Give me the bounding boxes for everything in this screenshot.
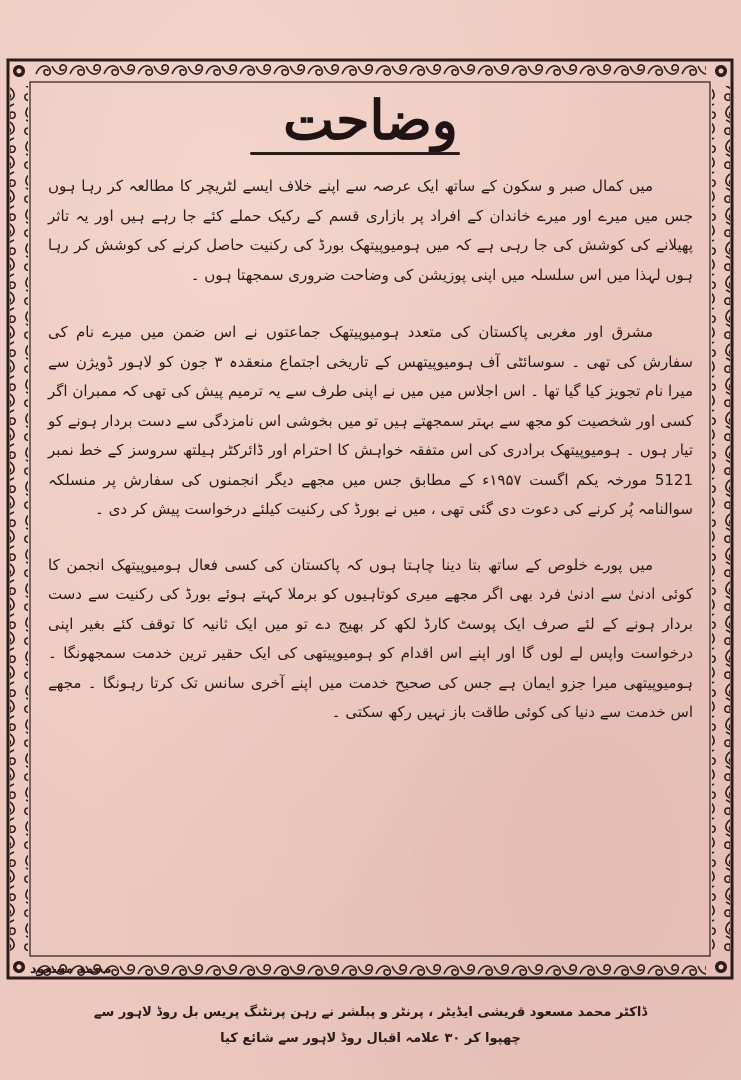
statement-body — [48, 172, 693, 754]
paragraph-1: میں کمال صبر و سکون کے ساتھ ایک عرصہ سے اپنے خلاف ایسے لٹریچر کا مطالعہ کر رہا ہوں جس میں میرے اور میرے خاندان کے افراد پر بازاری قسم کے رکیک حملے کئے جا رہے ہیں اور یہ تاثر پھیلانے کی کوشش کی جا رہی ہے کہ میں ہومیوپیتھک بورڈ کی رکنیت حاصل کرنے کی کوشش کر رہا ہوں لہذا میں اس سلسلہ میں اپنی پوزیشن کی وضاحت ضروری سمجھتا ہوں ۔ — [48, 177, 693, 284]
imprint-line-1: ڈاکٹر محمد مسعود قریشی ایڈیٹر ، پرنٹر و پبلشر نے رہن پرنٹنگ پریس بل روڈ لاہور سے — [93, 1005, 648, 1020]
imprint-footer — [0, 1000, 741, 1052]
paragraph-3: میں پورے خلوص کے ساتھ بتا دینا چاہتا ہوں کہ پاکستان کی کسی فعال ہومیوپیتھک انجمن کا کوئی ادنیٰ سے ادنیٰ فرد بھی اگر مجھے میری کوتاہیوں کو برملا کہتے ہوئے بورڈ کی رکنیت سے دست بردار ہونے کے لئے صرف ایک پوسٹ کارڈ لکھ کر بھیج دے تو میں ایک ثانیہ کا توقف کئے بغیر اپنی درخواست واپس لے لوں گا اور اپنے اس اقدام کو ہومیوپیتھی کی ایک حقیر ترین خدمت سمجھونگا ۔ ہومیوپیتھی میرا جزو ایمان ہے جس کی صحیح خدمت میں اپنے آخری سانس تک کرتا رہونگا ۔ مجھے اس خدمت سے دنیا کی کوئی طاقت باز نہیں رکھ سکتی ۔ — [48, 555, 693, 721]
page-title: وضاحت — [283, 88, 458, 152]
title-underline — [250, 152, 460, 155]
imprint-line-2: چھپوا کر ۳۰ علامہ اقبال روڈ لاہور سے شائع کیا — [220, 1031, 521, 1046]
paragraph-2: مشرق اور مغربی پاکستان کی متعدد ہومیوپیتھک جماعتوں نے اس ضمن میں میرے نام کی سفارش کی تھی ۔ سوسائٹی آف ہومیوپیتھس کے تاریخی اجتماع منعقدہ ۳ جون کو لاہور ڈویژن سے میرا نام تجویز کیا گیا تھا ۔ اس اجلاس میں میں نے اپنی طرف سے یہ ترمیم پیش کی تھی کہ ممبران اگر کسی اور شخصیت کو مجھ سے بہتر سمجھتے ہیں تو میں بخوشی اس نامزدگی سے دست بردار ہونے کو تیار ہوں ۔ ہومیوپیتھک برادری کی اس متفقہ خواہش کا احترام اور ڈائرکٹر ہیلتھ سروسز کے خط نمبر 5121 مورخہ یکم اگست ۱۹۵۷ء کے مطابق جس میں مجھے دیگر انجمنوں کی سفارش پر منسلکہ سوالنامہ پُر کرنے کی دعوت دی گئی تھی ، میں نے بورڈ کی رکنیت کیلئے درخواست پیش کر دی ۔ — [48, 323, 693, 518]
signature: محمد مسعود — [30, 962, 112, 977]
